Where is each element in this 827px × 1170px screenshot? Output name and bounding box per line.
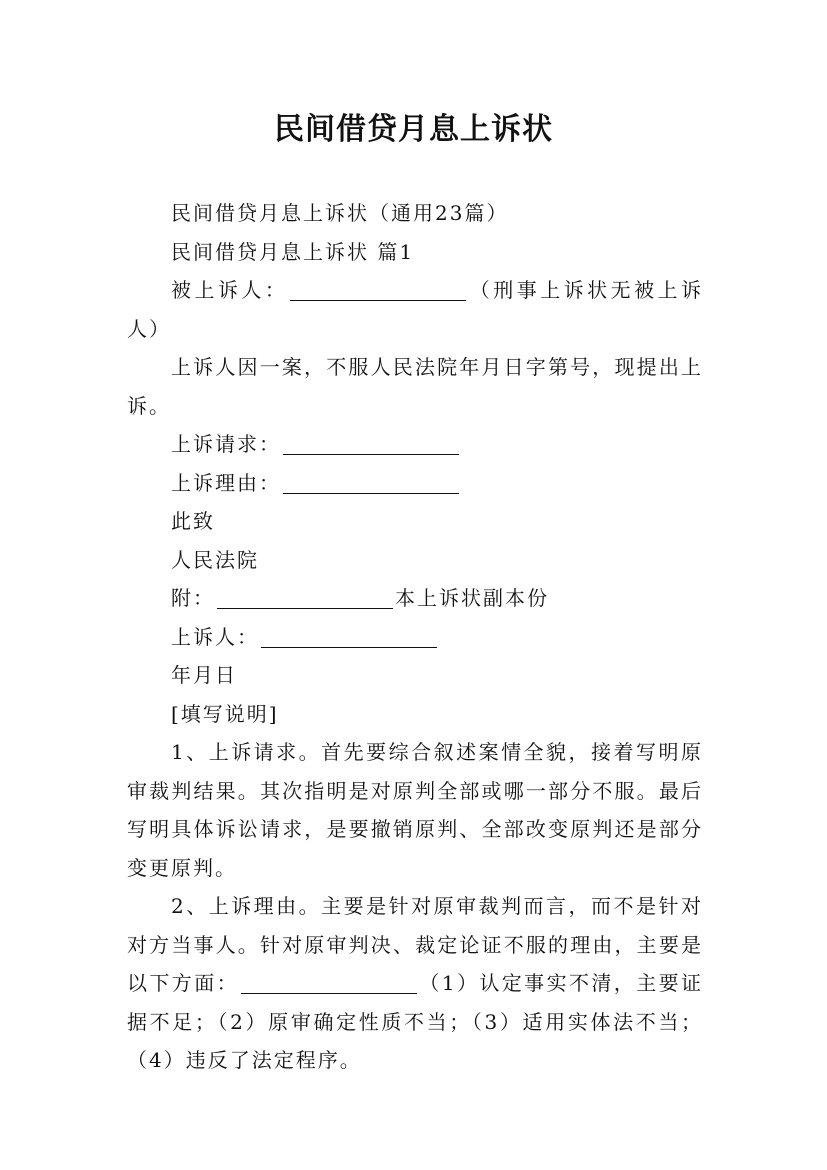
intro-paragraph: 上诉人因一案，不服人民法院年月日字第号，现提出上诉。 (127, 355, 703, 418)
attachment-note: 本上诉状副本份 (395, 586, 549, 610)
instruction-2-text: 2、上诉理由。主要是针对原审裁判而言，而不是针对对方当事人。针对原审判决、裁定论证不服的理由，主要是以下方面： (127, 894, 703, 995)
document-body (127, 194, 703, 1080)
instruction-2-list: （1）认定事实不清，主要证据不足；（2）原审确定性质不当；（3）适用实体法不当；（4）违反了法定程序。 (127, 971, 704, 1072)
appellant-label: 上诉人： (171, 624, 259, 649)
court-line: 人民法院 (171, 547, 259, 572)
appellee-label: 被上诉人： (171, 278, 289, 302)
date-line: 年月日 (171, 663, 237, 687)
instructions-header: [填写说明] (171, 701, 279, 726)
instruction-item-1: 1、上诉请求。首先要综合叙述案情全貌，接着写明原审裁判结果。其次指明是对原判全部或哪一部分不服。最后写明具体诉讼请求，是要撤销原判、全部改变原判还是部分变更原判。 (127, 740, 703, 880)
instruction-item-2 (127, 887, 703, 1080)
request-blank (283, 434, 459, 455)
document-title: 民间借贷月息上诉状 (274, 112, 553, 147)
attachment-blank (217, 588, 393, 609)
appellant-line (127, 618, 703, 657)
attachment-label: 附： (171, 586, 215, 610)
section-line: 民间借贷月息上诉状 篇1 (171, 239, 415, 264)
heading-line: 民间借贷月息上诉状（通用23篇） (171, 201, 509, 225)
salute-line: 此致 (171, 509, 215, 533)
appellee-blank (290, 280, 466, 301)
reason-label: 上诉理由： (171, 470, 281, 495)
reason-line (127, 464, 703, 503)
attachment-line (127, 579, 703, 618)
reason-blank (283, 473, 459, 494)
request-label: 上诉请求： (171, 432, 281, 456)
request-line (127, 425, 703, 464)
appellant-blank (261, 627, 437, 648)
appellee-note: （刑事上诉状无被上诉人） (127, 278, 704, 341)
instruction-2-blank (241, 973, 417, 994)
appellee-line (127, 271, 703, 348)
